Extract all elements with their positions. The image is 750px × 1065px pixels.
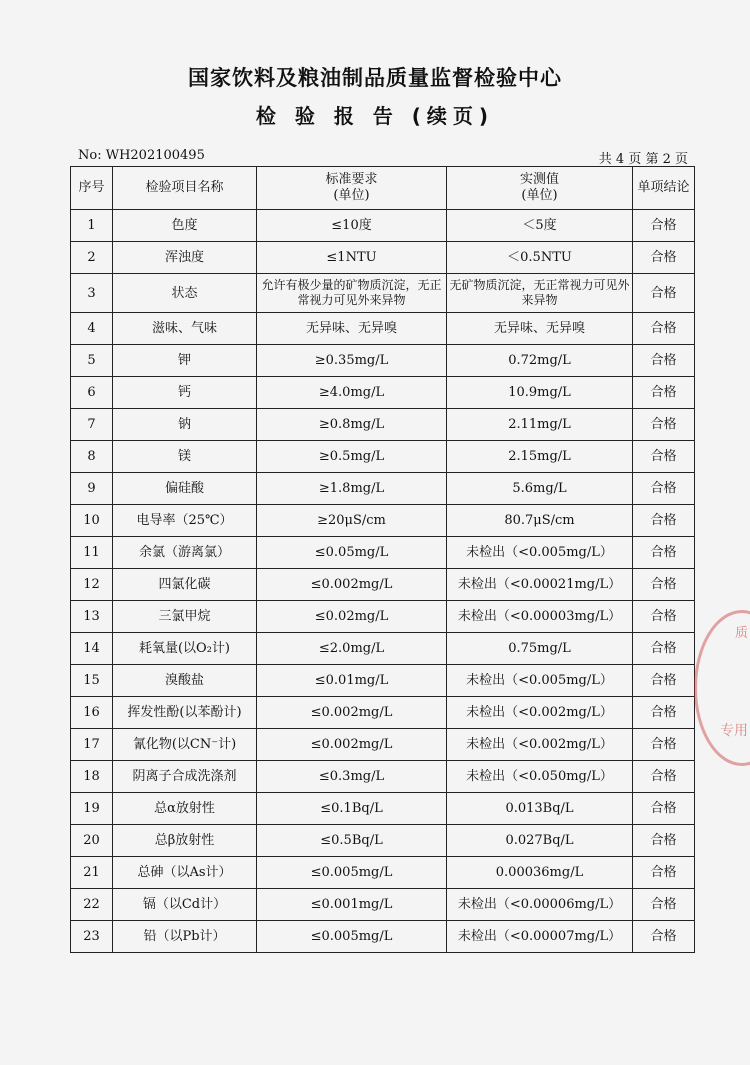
cell-measured: 未检出（<0.002mg/L）	[447, 729, 633, 761]
cell-conclusion: 合格	[633, 921, 695, 953]
cell-measured: ＜0.5NTU	[447, 242, 633, 274]
cell-no: 2	[71, 242, 113, 274]
cell-item: 挥发性酚(以苯酚计)	[113, 697, 257, 729]
cell-no: 8	[71, 441, 113, 473]
col-header-no: 序号	[71, 167, 113, 210]
cell-conclusion: 合格	[633, 857, 695, 889]
cell-item: 总β放射性	[113, 825, 257, 857]
cell-no: 22	[71, 889, 113, 921]
cell-measured: ＜5度	[447, 210, 633, 242]
cell-measured: 0.013Bq/L	[447, 793, 633, 825]
table-row	[71, 857, 695, 889]
table-row	[71, 729, 695, 761]
cell-conclusion: 合格	[633, 601, 695, 633]
cell-measured: 未检出（<0.00003mg/L）	[447, 601, 633, 633]
table-row	[71, 313, 695, 345]
table-row	[71, 697, 695, 729]
cell-no: 14	[71, 633, 113, 665]
cell-standard: ≤0.5Bq/L	[257, 825, 447, 857]
cell-standard: ≥20μS/cm	[257, 505, 447, 537]
cell-no: 6	[71, 377, 113, 409]
cell-conclusion: 合格	[633, 697, 695, 729]
cell-item: 氰化物(以CN⁻计)	[113, 729, 257, 761]
cell-no: 7	[71, 409, 113, 441]
cell-measured: 5.6mg/L	[447, 473, 633, 505]
table-row	[71, 345, 695, 377]
table-row	[71, 242, 695, 274]
cell-measured: 未检出（<0.00007mg/L）	[447, 921, 633, 953]
table-row	[71, 601, 695, 633]
cell-conclusion: 合格	[633, 409, 695, 441]
cell-measured: 2.11mg/L	[447, 409, 633, 441]
table-row	[71, 889, 695, 921]
table-row	[71, 441, 695, 473]
cell-measured: 未检出（<0.002mg/L）	[447, 697, 633, 729]
table-row	[71, 665, 695, 697]
cell-measured: 0.027Bq/L	[447, 825, 633, 857]
cell-no: 23	[71, 921, 113, 953]
cell-no: 1	[71, 210, 113, 242]
cell-measured: 10.9mg/L	[447, 377, 633, 409]
cell-item: 阴离子合成洗涤剂	[113, 761, 257, 793]
cell-item: 余氯（游离氯）	[113, 537, 257, 569]
cell-item: 镉（以Cd计）	[113, 889, 257, 921]
cell-conclusion: 合格	[633, 729, 695, 761]
cell-no: 9	[71, 473, 113, 505]
cell-item: 滋味、气味	[113, 313, 257, 345]
cell-conclusion: 合格	[633, 313, 695, 345]
cell-no: 5	[71, 345, 113, 377]
cell-conclusion: 合格	[633, 441, 695, 473]
cell-no: 13	[71, 601, 113, 633]
cell-no: 20	[71, 825, 113, 857]
cell-standard: ≥0.35mg/L	[257, 345, 447, 377]
cell-standard: ≤10度	[257, 210, 447, 242]
cell-measured: 0.75mg/L	[447, 633, 633, 665]
cell-conclusion: 合格	[633, 505, 695, 537]
cell-no: 10	[71, 505, 113, 537]
inspection-table	[70, 166, 695, 953]
cell-conclusion: 合格	[633, 242, 695, 274]
cell-standard: ≤2.0mg/L	[257, 633, 447, 665]
table-row	[71, 537, 695, 569]
cell-conclusion: 合格	[633, 889, 695, 921]
cell-conclusion: 合格	[633, 210, 695, 242]
cell-item: 溴酸盐	[113, 665, 257, 697]
cell-standard: ≤0.002mg/L	[257, 697, 447, 729]
cell-standard: ≥4.0mg/L	[257, 377, 447, 409]
table-row	[71, 473, 695, 505]
cell-item: 总α放射性	[113, 793, 257, 825]
cell-standard: ≤0.001mg/L	[257, 889, 447, 921]
cell-standard: ≤0.1Bq/L	[257, 793, 447, 825]
table-row	[71, 210, 695, 242]
cell-no: 19	[71, 793, 113, 825]
table-row	[71, 377, 695, 409]
cell-no: 11	[71, 537, 113, 569]
cell-no: 17	[71, 729, 113, 761]
cell-standard: ≤0.05mg/L	[257, 537, 447, 569]
cell-measured: 未检出（<0.00021mg/L）	[447, 569, 633, 601]
table-header-row	[71, 167, 695, 210]
cell-conclusion: 合格	[633, 825, 695, 857]
cell-item: 钠	[113, 409, 257, 441]
cell-no: 16	[71, 697, 113, 729]
cell-measured: 无矿物质沉淀，无正常视力可见外来异物	[447, 274, 633, 313]
table-row	[71, 793, 695, 825]
cell-item: 色度	[113, 210, 257, 242]
table-body	[71, 210, 695, 953]
cell-standard: ≤0.005mg/L	[257, 921, 447, 953]
cell-conclusion: 合格	[633, 274, 695, 313]
cell-no: 18	[71, 761, 113, 793]
cell-conclusion: 合格	[633, 665, 695, 697]
table-row	[71, 921, 695, 953]
table-row	[71, 825, 695, 857]
cell-item: 浑浊度	[113, 242, 257, 274]
cell-standard: ≤0.3mg/L	[257, 761, 447, 793]
cell-measured: 2.15mg/L	[447, 441, 633, 473]
cell-standard: ≤0.005mg/L	[257, 857, 447, 889]
report-number: No: WH202100495	[78, 148, 205, 163]
cell-measured: 未检出（<0.00006mg/L）	[447, 889, 633, 921]
cell-item: 铅（以Pb计）	[113, 921, 257, 953]
report-subtitle: 检 验 报 告 (续页)	[255, 104, 495, 128]
cell-item: 耗氧量(以O₂计)	[113, 633, 257, 665]
seal-text-top: 质	[734, 626, 748, 641]
table-row	[71, 569, 695, 601]
cell-standard: ≤0.02mg/L	[257, 601, 447, 633]
cell-standard: ≤0.01mg/L	[257, 665, 447, 697]
cell-standard: ≥0.8mg/L	[257, 409, 447, 441]
table-row	[71, 409, 695, 441]
cell-no: 3	[71, 274, 113, 313]
cell-measured: 0.00036mg/L	[447, 857, 633, 889]
col-header-item: 检验项目名称	[113, 167, 257, 210]
page-info: 共 4 页 第 2 页	[598, 152, 688, 167]
cell-standard: 允许有极少量的矿物质沉淀，无正常视力可见外来异物	[257, 274, 447, 313]
cell-conclusion: 合格	[633, 633, 695, 665]
col-header-conclusion: 单项结论	[633, 167, 695, 210]
col-header-standard: 标准要求 (单位)	[257, 167, 447, 210]
cell-item: 镁	[113, 441, 257, 473]
cell-measured: 无异味、无异嗅	[447, 313, 633, 345]
cell-item: 总砷（以As计）	[113, 857, 257, 889]
cell-standard: ≤1NTU	[257, 242, 447, 274]
cell-measured: 未检出（<0.005mg/L）	[447, 665, 633, 697]
cell-standard: ≥1.8mg/L	[257, 473, 447, 505]
cell-standard: ≤0.002mg/L	[257, 729, 447, 761]
cell-item: 钾	[113, 345, 257, 377]
cell-conclusion: 合格	[633, 473, 695, 505]
col-header-measured: 实测值 (单位)	[447, 167, 633, 210]
cell-item: 状态	[113, 274, 257, 313]
cell-no: 21	[71, 857, 113, 889]
cell-item: 三氯甲烷	[113, 601, 257, 633]
cell-conclusion: 合格	[633, 377, 695, 409]
table-row	[71, 505, 695, 537]
cell-measured: 0.72mg/L	[447, 345, 633, 377]
cell-item: 偏硅酸	[113, 473, 257, 505]
cell-item: 电导率（25℃）	[113, 505, 257, 537]
table-row	[71, 633, 695, 665]
seal-text-bottom: 专用	[720, 723, 748, 739]
cell-conclusion: 合格	[633, 569, 695, 601]
cell-no: 4	[71, 313, 113, 345]
cell-standard: ≤0.002mg/L	[257, 569, 447, 601]
cell-measured: 未检出（<0.050mg/L）	[447, 761, 633, 793]
cell-measured: 80.7μS/cm	[447, 505, 633, 537]
cell-standard: ≥0.5mg/L	[257, 441, 447, 473]
cell-no: 12	[71, 569, 113, 601]
cell-measured: 未检出（<0.005mg/L）	[447, 537, 633, 569]
cell-conclusion: 合格	[633, 793, 695, 825]
center-title: 国家饮料及粮油制品质量监督检验中心	[188, 66, 562, 90]
cell-standard: 无异味、无异嗅	[257, 313, 447, 345]
cell-conclusion: 合格	[633, 345, 695, 377]
cell-conclusion: 合格	[633, 761, 695, 793]
cell-item: 钙	[113, 377, 257, 409]
table-row	[71, 761, 695, 793]
cell-no: 15	[71, 665, 113, 697]
cell-item: 四氯化碳	[113, 569, 257, 601]
table-row	[71, 274, 695, 313]
cell-conclusion: 合格	[633, 537, 695, 569]
